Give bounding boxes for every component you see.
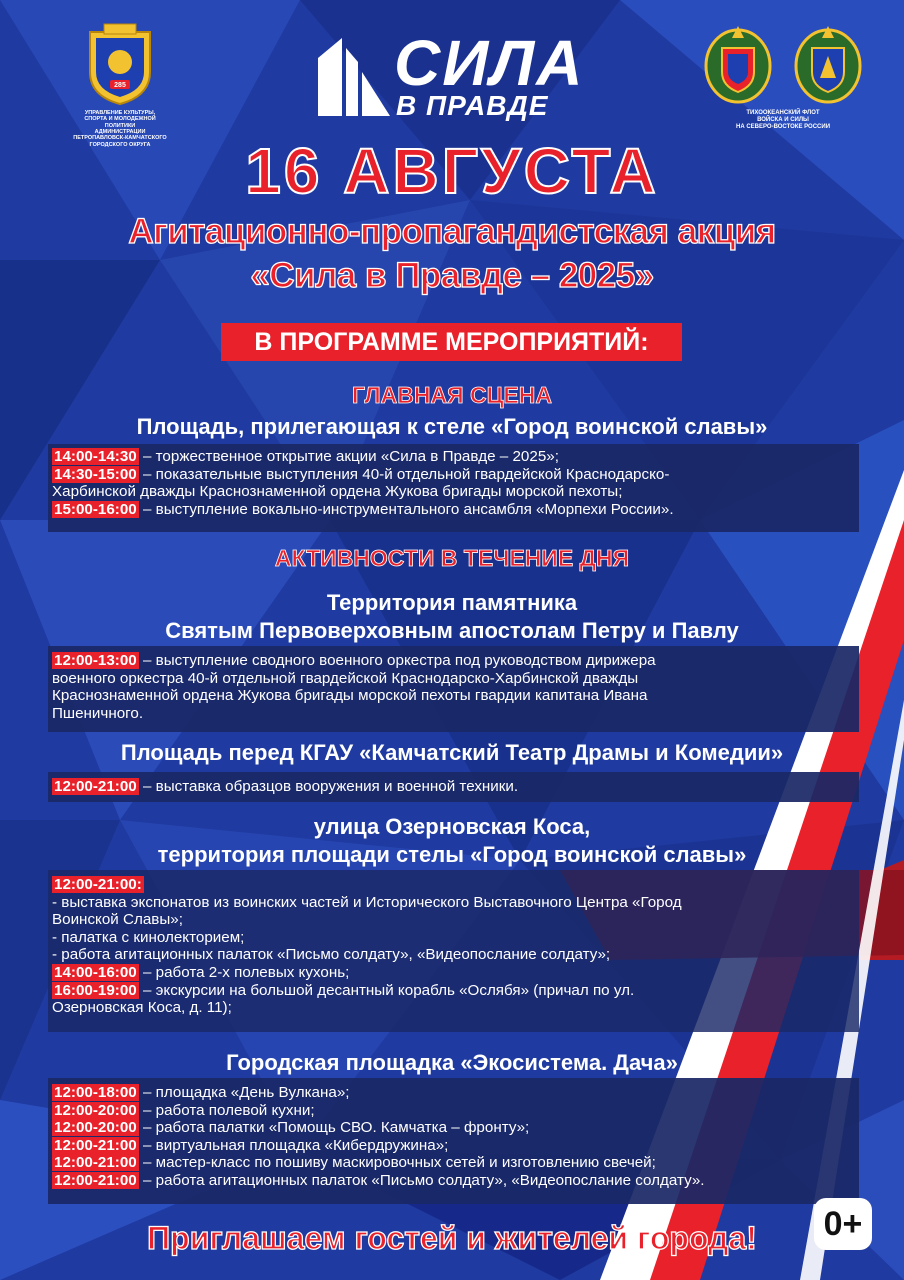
svg-text:285: 285: [114, 82, 126, 89]
city-administration-caption: УПРАВЛЕНИЕ КУЛЬТУРЫ, СПОРТА И МОЛОДЕЖНОЙ ПОЛИТИКИ АДМИНИСТРАЦИИ ПЕТРОПАВЛОВСК-КАМЧАТСКОГО ГОРОДСКОГО ОКРУГА: [73, 110, 167, 148]
schedule-line: [52, 911, 852, 929]
event-subtitle-line-1: Агитационно-пропагандистская акция: [128, 212, 776, 251]
schedule-line: [52, 705, 852, 723]
theatre-schedule: [52, 778, 852, 796]
program-header: В ПРОГРАММЕ МЕРОПРИЯТИЙ:: [221, 323, 682, 361]
schedule-line: [52, 999, 852, 1017]
schedule-line: [52, 982, 852, 1000]
schedule-line: [52, 1137, 852, 1155]
schedule-text: – мастер-класс по пошиву маскировочных сетей и изготовлению свечей;: [138, 1154, 656, 1172]
time-badge: 15:00-16:00: [54, 500, 137, 518]
time-badge: 12:00-20:00: [54, 1101, 137, 1119]
schedule-line: [52, 466, 852, 484]
schedule-line: [52, 964, 852, 982]
ozernovskaya-place-line-2: территория площади стелы «Город воинской славы»: [157, 842, 747, 867]
schedule-text: – выступление вокально-инструментального ансамбля «Морпехи России».: [138, 500, 674, 518]
schedule-text: Воинской Славы»;: [52, 911, 183, 929]
city-administration-logo: [70, 22, 170, 148]
schedule-line: [52, 778, 852, 796]
ecosystem-place: Городская площадка «Экосистема. Дача»: [226, 1050, 678, 1075]
main-stage-title: ГЛАВНАЯ СЦЕНА: [352, 382, 552, 408]
schedule-text: – работа полевой кухни;: [138, 1101, 315, 1119]
schedule-text: – виртуальная площадка «Кибердружина»;: [138, 1136, 449, 1154]
schedule-line: [52, 929, 852, 947]
schedule-text: – выступление сводного военного оркестра под руководством дирижера: [138, 652, 656, 669]
time-badge: 12:00-20:00: [54, 1119, 137, 1137]
age-rating-badge: 0+: [814, 1198, 872, 1250]
activities-title: АКТИВНОСТИ В ТЕЧЕНИЕ ДНЯ: [274, 545, 630, 571]
monument-schedule: [52, 652, 852, 722]
northeast-forces-emblem-icon: [792, 22, 864, 104]
ozernovskaya-schedule: [52, 876, 852, 1017]
brand-logo: [312, 22, 602, 122]
schedule-line: [52, 652, 852, 670]
schedule-line: [52, 876, 852, 894]
schedule-line: [52, 946, 852, 964]
monument-place-line-2: Святым Первоверховным апостолам Петру и Павлу: [165, 618, 739, 643]
schedule-text: Харбинской дважды Краснознаменной ордена Жукова бригады морской пехоты;: [52, 483, 623, 501]
brand-building-icon: [312, 28, 394, 118]
schedule-line: [52, 1172, 852, 1190]
time-badge: 12:00-21:00: [54, 1171, 137, 1189]
time-badge: 16:00-19:00: [54, 981, 137, 999]
time-badge: 14:00-16:00: [54, 963, 137, 981]
schedule-text: – работа 2-х полевых кухонь;: [138, 963, 350, 981]
schedule-text: – экскурсии на большой десантный корабль «Ослябя» (причал по ул.: [138, 981, 635, 999]
pacific-fleet-logos: [698, 22, 868, 132]
pacific-fleet-caption: ТИХООКЕАНСКИЙ ФЛОТ ВОЙСКА И СИЛЫ НА СЕВЕРО-ВОСТОКЕ РОССИИ: [735, 110, 831, 131]
main-stage-schedule: [52, 448, 852, 518]
schedule-text: - выставка экспонатов из воинских частей и Исторического Выставочного Центра «Город: [52, 893, 682, 911]
theatre-place: Площадь перед КГАУ «Камчатский Театр Драмы и Комедии»: [120, 740, 784, 765]
schedule-line: [52, 1084, 852, 1102]
time-badge: 12:00-18:00: [54, 1084, 137, 1101]
schedule-line: [52, 501, 852, 519]
main-stage-place: Площадь, прилегающая к стеле «Город воинской славы»: [136, 414, 768, 439]
schedule-text: – показательные выступления 40-й отдельной гвардейской Краснодарско-: [138, 465, 670, 483]
time-badge: 12:00-21:00:: [54, 876, 142, 893]
schedule-text: Пшеничного.: [52, 704, 144, 722]
time-badge: 12:00-21:00: [54, 1154, 137, 1172]
pacific-fleet-emblem-icon: [702, 22, 774, 104]
brand-line-1: СИЛА: [394, 27, 585, 99]
schedule-line: [52, 670, 852, 688]
schedule-line: [52, 687, 852, 705]
schedule-text: – площадка «День Вулкана»;: [138, 1084, 350, 1101]
time-badge: 12:00-13:00: [54, 652, 137, 669]
schedule-text: – работа палатки «Помощь СВО. Камчатка – фронту»;: [138, 1119, 530, 1137]
ecosystem-schedule: [52, 1084, 852, 1190]
time-badge: 12:00-21:00: [54, 1136, 137, 1154]
event-date: 16 АВГУСТА: [245, 135, 659, 207]
schedule-line: [52, 483, 852, 501]
schedule-text: военного оркестра 40-й отдельной гвардейской Краснодарско-Харбинской дважды: [52, 669, 639, 687]
schedule-line: [52, 1154, 852, 1172]
schedule-line: [52, 1119, 852, 1137]
time-badge: 14:00-14:30: [54, 448, 137, 465]
time-badge: 14:30-15:00: [54, 465, 137, 483]
schedule-text: Озерновская Коса, д. 11);: [52, 999, 232, 1017]
event-subtitle-line-2: «Сила в Правде – 2025»: [250, 256, 654, 295]
schedule-line: [52, 448, 852, 466]
schedule-text: – работа агитационных палаток «Письмо солдату», «Видеопослание солдату».: [138, 1171, 705, 1189]
schedule-text: - работа агитационных палаток «Письмо солдату», «Видеопослание солдату»;: [52, 946, 611, 964]
schedule-text: – выставка образцов вооружения и военной техники.: [138, 778, 519, 795]
schedule-text: – торжественное открытие акции «Сила в Правде – 2025»;: [138, 448, 559, 465]
schedule-line: [52, 894, 852, 912]
schedule-text: Краснознаменной ордена Жукова бригады морской пехоты гвардии капитана Ивана: [52, 687, 648, 705]
invitation-footer: Приглашаем гостей и жителей города!: [147, 1220, 757, 1256]
schedule-text: - палатка с кинолекторием;: [52, 928, 245, 946]
time-badge: 12:00-21:00: [54, 778, 137, 795]
monument-place-line-1: Территория памятника: [326, 590, 578, 615]
ozernovskaya-place-line-1: улица Озерновская Коса,: [313, 814, 591, 839]
brand-line-2: В ПРАВДЕ: [396, 90, 549, 121]
schedule-line: [52, 1102, 852, 1120]
city-coat-of-arms-icon: [84, 22, 156, 106]
